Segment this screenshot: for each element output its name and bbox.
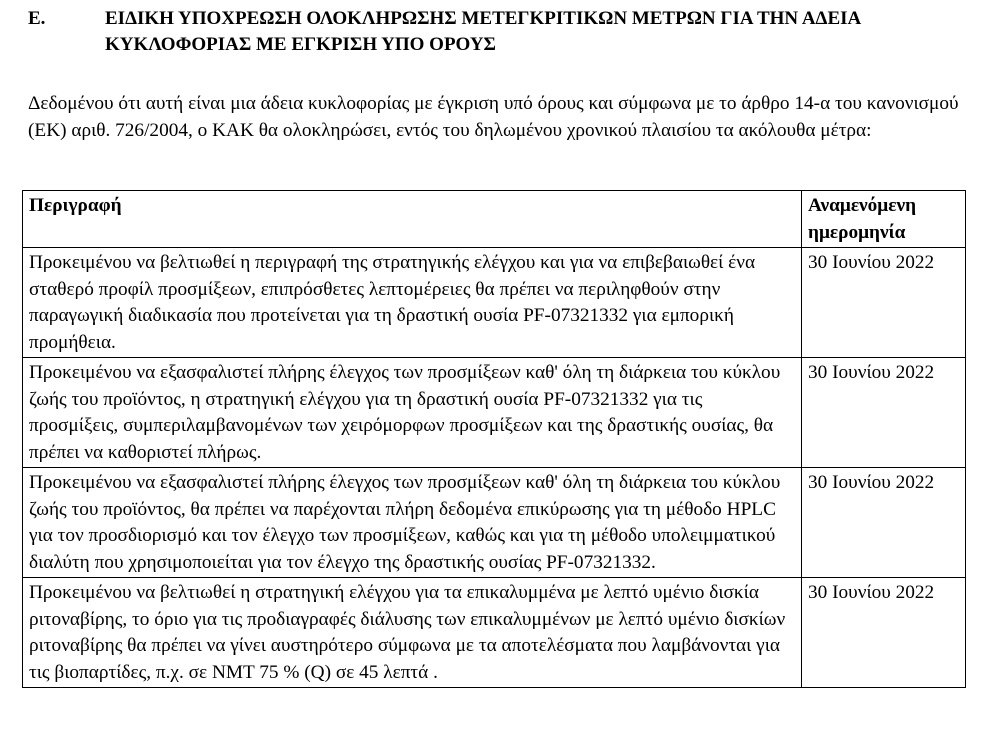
row-description: Προκειμένου να εξασφαλιστεί πλήρης έλεγχος των προσμίξεων καθ' όλη τη διάρκεια του κύκλου ζωής του προϊόντος, θα πρέπει να παρέχονται πλήρη δεδομένα επικύρωσης για τη μέθοδο HPLC για τον προσδιορισμό και τον έλεγχο των προσμίξεων, καθώς και για τη μέθοδο υπολειμματικού διαλύτη που χρησιμοποιείται για τον έλεγχο της δραστικής ουσίας PF-07321332.	[23, 468, 802, 578]
row-description: Προκειμένου να βελτιωθεί η στρατηγική ελέγχου για τα επικαλυμμένα με λεπτό υμένιο δισκία ριτοναβίρης, το όριο για τις προδιαγραφές διάλυσης των επικαλυμμένων με λεπτό υμένιο δισκίων ριτοναβίρης θα πρέπει να γίνει αυστηρότερο σύμφωνα με τα αποτελέσματα που λαμβάνονται για τις βιοπαρτίδες, π.χ. σε NMT 75 % (Q) σε 45 λεπτά .	[23, 578, 802, 688]
row-description: Προκειμένου να βελτιωθεί η περιγραφή της στρατηγικής ελέγχου και για να επιβεβαιωθεί ένα σταθερό προφίλ προσμίξεων, επιπρόσθετες λεπτομέρειες θα πρέπει να περιληφθούν στην παραγωγική διαδικασία που προτείνεται για τη δραστική ουσία PF-07321332 για εμπορική προμήθεια.	[23, 248, 802, 358]
measures-table	[22, 190, 966, 688]
table-header-row	[23, 191, 966, 248]
table-row	[23, 358, 966, 468]
table-row	[23, 468, 966, 578]
row-due-date: 30 Ιουνίου 2022	[802, 358, 966, 468]
section-title: ΕΙΔΙΚΗ ΥΠΟΧΡΕΩΣΗ ΟΛΟΚΛΗΡΩΣΗΣ ΜΕΤΕΓΚΡΙΤΙΚΩΝ ΜΕΤΡΩΝ ΓΙΑ ΤΗΝ ΑΔΕΙΑ ΚΥΚΛΟΦΟΡΙΑΣ ΜΕ ΕΓΚΡΙΣΗ ΥΠΟ ΟΡΟΥΣ	[105, 8, 861, 55]
row-due-date: 30 Ιουνίου 2022	[802, 578, 966, 688]
section-letter: E.	[28, 8, 46, 29]
row-due-date: 30 Ιουνίου 2022	[802, 468, 966, 578]
table-row	[23, 248, 966, 358]
header-due-date: Αναμενόμενη ημερομηνία	[802, 191, 966, 248]
table-row	[23, 578, 966, 688]
row-description: Προκειμένου να εξασφαλιστεί πλήρης έλεγχος των προσμίξεων καθ' όλη τη διάρκεια του κύκλου ζωής του προϊόντος, η στρατηγική ελέγχου για τη δραστική ουσία PF-07321332 για τις προσμίξεις, συμπεριλαμβανομένων των χειρόμορφων προσμίξεων και της δραστικής ουσίας, θα πρέπει να καθοριστεί πλήρως.	[23, 358, 802, 468]
intro-paragraph: Δεδομένου ότι αυτή είναι μια άδεια κυκλοφορίας με έγκριση υπό όρους και σύμφωνα με το άρθρο 14-α του κανονισμού (ΕΚ) αριθ. 726/2004, ο ΚΑΚ θα ολοκληρώσει, εντός του δηλωμένου χρονικού πλαισίου τα ακόλουθα μέτρα:	[28, 93, 959, 141]
row-due-date: 30 Ιουνίου 2022	[802, 248, 966, 358]
header-description: Περιγραφή	[23, 191, 802, 248]
